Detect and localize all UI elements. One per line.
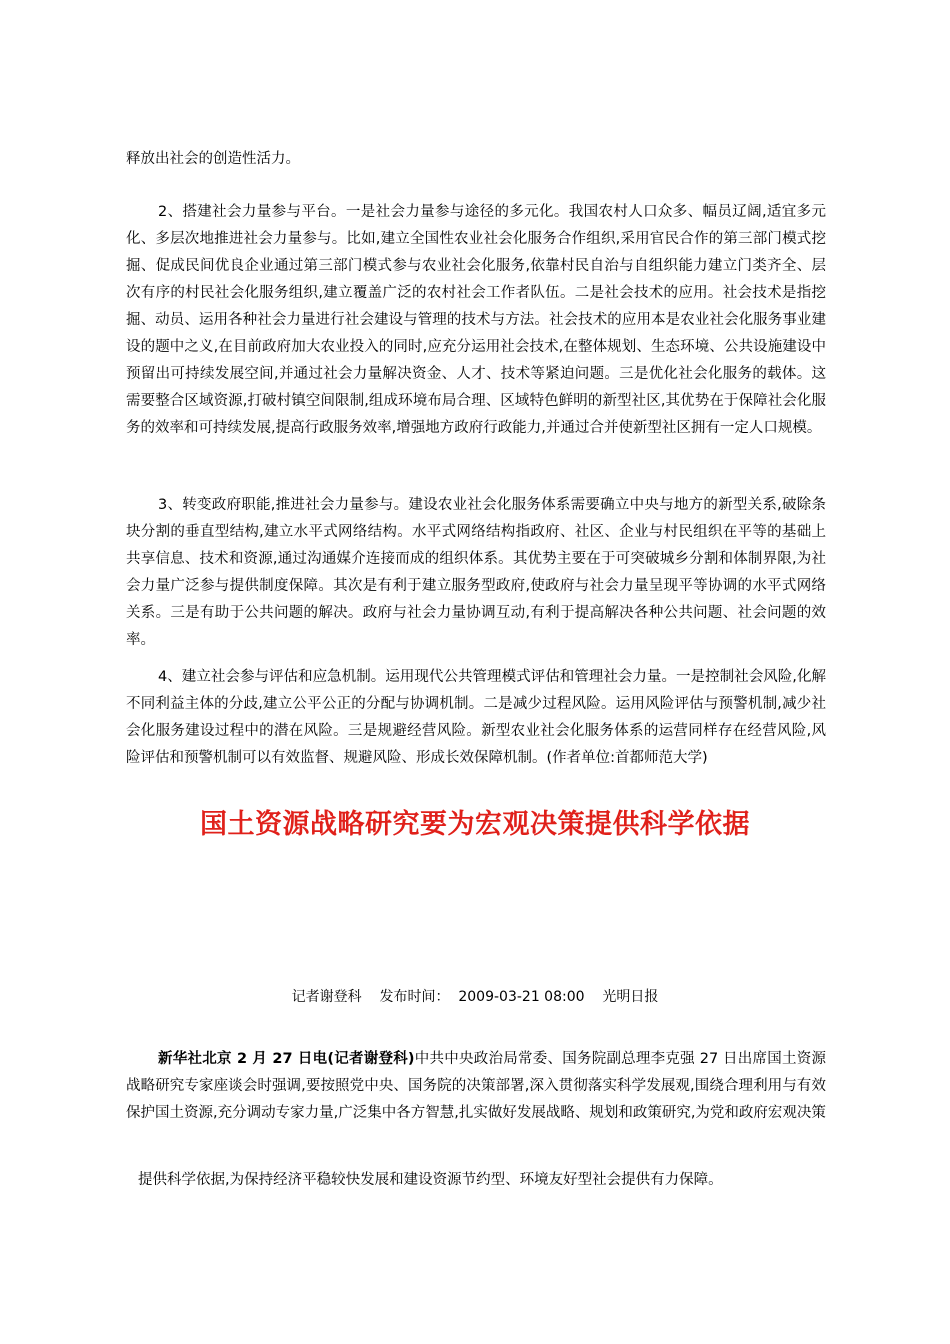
article1-continuation: 释放出社会的创造性活力。 (126, 151, 300, 167)
article2-continuation: 提供科学依据,为保持经济平稳较快发展和建设资源节约型、环境友好型社会提供有力保障。 (138, 1172, 723, 1188)
article2-dateline: 新华社北京 2 月 27 日电(记者谢登科) (158, 1051, 415, 1067)
article2-lead-text: 中共中央政治局常委、国务院副总理李克强 27 日出席国土资源战略研究专家座谈会时强调,要按照党中央、国务院的决策部署,深入贯彻落实科学发展观,围绕合理利用与有效保护国土资源,充分调动专家力量,广泛集中各方智慧,扎实做好发展战略、规划和政策研究,为党和政府宏观决策 (126, 1051, 826, 1121)
byline-reporter: 记者谢登科 (291, 989, 362, 1005)
byline-time-label: 发布时间： (379, 989, 450, 1005)
article2-headline: 国土资源战略研究要为宏观决策提供科学依据 (200, 809, 750, 840)
article1-paragraph-2: 2、搭建社会力量参与平台。一是社会力量参与途径的多元化。我国农村人口众多、幅员辽阔,适宜多元化、多层次地推进社会力量参与。比如,建立全国性农业社会化服务合作组织,采用官民合作的第三部门模式挖掘、促成民间优良企业通过第三部门模式参与农业社会化服务,依靠村民自治与自组织能力建立门类齐全、层次有序的村民社会化服务组织,建立覆盖广泛的农村社会工作者队伍。二是社会技术的应用。社会技术是指挖掘、动员、运用各种社会力量进行社会建设与管理的技术与方法。社会技术的应用本是农业社会化服务事业建设的题中之义,在目前政府加大农业投入的同时,应充分运用社会技术,在整体规划、生态环境、公共设施建设中预留出可持续发展空间,并通过社会力量解决资金、人才、技术等紧迫问题。三是优化社会化服务的载体。这需要整合区域资源,打破村镇空间限制,组成环境布局合理、区域特色鲜明的新型社区,其优势在于保障社会化服务的效率和可持续发展,提高行政服务效率,增强地方政府行政能力,并通过合并使新型社区拥有一定人口规模。 (126, 204, 826, 436)
byline-source: 光明日报 (602, 989, 659, 1005)
byline-time: 2009-03-21 08:00 (458, 989, 585, 1005)
article1-paragraph-3: 3、转变政府职能,推进社会力量参与。建设农业社会化服务体系需要确立中央与地方的新型关系,破除条块分割的垂直型结构,建立水平式网络结构。水平式网络结构指政府、社区、企业与村民组织在平等的基础上共享信息、技术和资源,通过沟通媒介连接而成的组织体系。其优势主要在于可突破城乡分割和体制界限,为社会力量广泛参与提供制度保障。其次是有利于建立服务型政府,使政府与社会力量呈现平等协调的水平式网络关系。三是有助于公共问题的解决。政府与社会力量协调互动,有利于提高解决各种公共问题、社会问题的效率。 (126, 497, 826, 648)
article1-paragraph-4: 4、建立社会参与评估和应急机制。运用现代公共管理模式评估和管理社会力量。一是控制社会风险,化解不同利益主体的分歧,建立公平公正的分配与协调机制。二是减少过程风险。运用风险评估与预警机制,减少社会化服务建设过程中的潜在风险。三是规避经营风险。新型农业社会化服务体系的运营同样存在经营风险,风险评估和预警机制可以有效监督、规避风险、形成长效保障机制。(作者单位:首都师范大学) (126, 669, 826, 766)
article2-byline (0, 985, 950, 1009)
article2-lead-paragraph (126, 1046, 826, 1127)
